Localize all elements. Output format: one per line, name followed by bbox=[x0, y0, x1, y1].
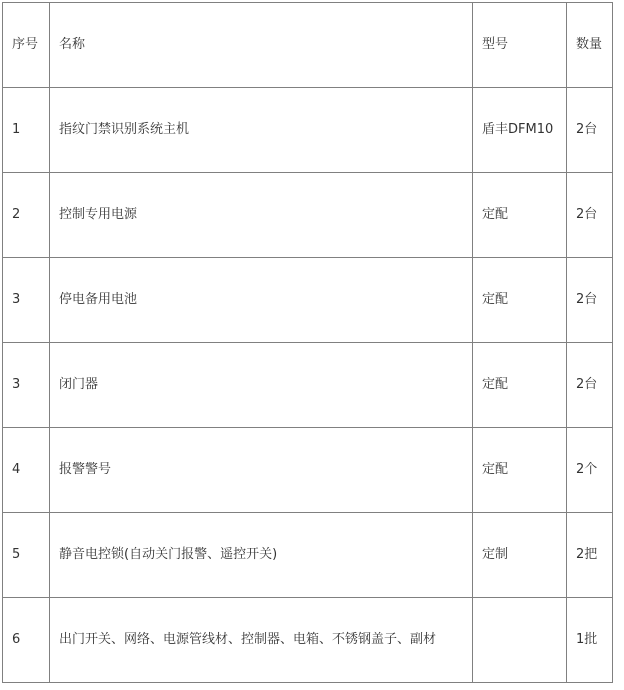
cell-index: 3 bbox=[3, 258, 50, 343]
cell-name: 控制专用电源 bbox=[50, 173, 473, 258]
cell-index: 5 bbox=[3, 513, 50, 598]
cell-index: 2 bbox=[3, 173, 50, 258]
cell-index: 6 bbox=[3, 598, 50, 683]
header-cell-quantity: 数量 bbox=[567, 3, 613, 88]
cell-model: 盾丰DFM10 bbox=[473, 88, 567, 173]
table-row bbox=[3, 513, 613, 598]
header-cell-model: 型号 bbox=[473, 3, 567, 88]
cell-model: 定制 bbox=[473, 513, 567, 598]
cell-quantity: 2台 bbox=[567, 173, 613, 258]
cell-name: 出门开关、网络、电源管线材、控制器、电箱、不锈钢盖子、副材 bbox=[50, 598, 473, 683]
equipment-table bbox=[2, 2, 613, 683]
cell-model: 定配 bbox=[473, 173, 567, 258]
cell-index: 3 bbox=[3, 343, 50, 428]
table-row bbox=[3, 428, 613, 513]
cell-quantity: 2把 bbox=[567, 513, 613, 598]
cell-index: 1 bbox=[3, 88, 50, 173]
table-row bbox=[3, 598, 613, 683]
cell-quantity: 2台 bbox=[567, 258, 613, 343]
cell-model: 定配 bbox=[473, 343, 567, 428]
cell-model bbox=[473, 598, 567, 683]
cell-name: 静音电控锁(自动关门报警、遥控开关) bbox=[50, 513, 473, 598]
cell-index: 4 bbox=[3, 428, 50, 513]
table-row bbox=[3, 343, 613, 428]
cell-model: 定配 bbox=[473, 258, 567, 343]
table-row bbox=[3, 258, 613, 343]
table-row bbox=[3, 88, 613, 173]
cell-quantity: 2台 bbox=[567, 343, 613, 428]
cell-quantity: 1批 bbox=[567, 598, 613, 683]
header-cell-name: 名称 bbox=[50, 3, 473, 88]
table-header-row bbox=[3, 3, 613, 88]
cell-name: 停电备用电池 bbox=[50, 258, 473, 343]
table-row bbox=[3, 173, 613, 258]
cell-quantity: 2台 bbox=[567, 88, 613, 173]
cell-name: 闭门器 bbox=[50, 343, 473, 428]
header-cell-index: 序号 bbox=[3, 3, 50, 88]
cell-model: 定配 bbox=[473, 428, 567, 513]
cell-name: 指纹门禁识别系统主机 bbox=[50, 88, 473, 173]
cell-quantity: 2个 bbox=[567, 428, 613, 513]
cell-name: 报警警号 bbox=[50, 428, 473, 513]
